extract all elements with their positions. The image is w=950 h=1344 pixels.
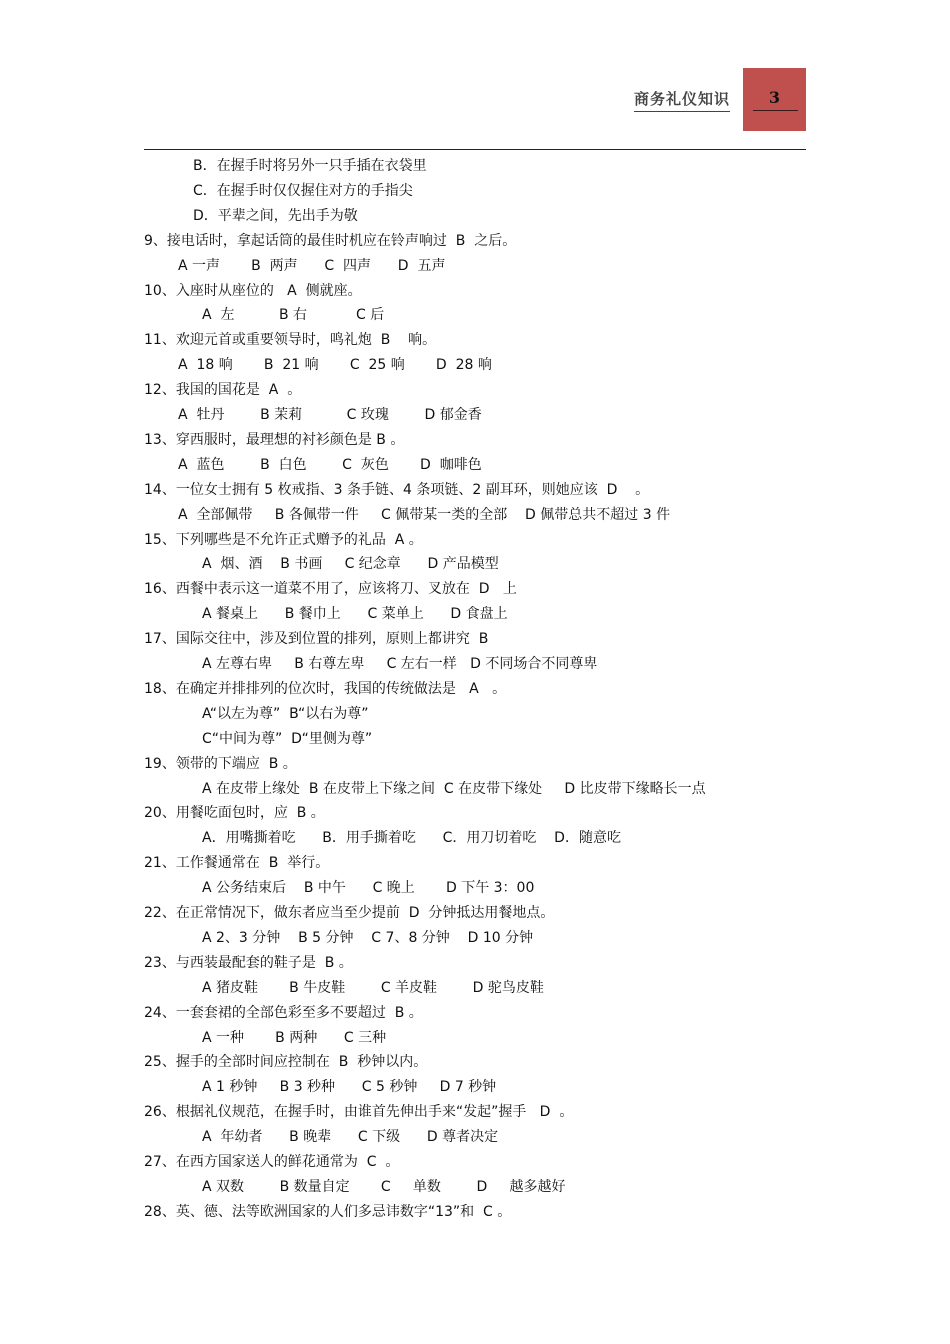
question-line: 10、入座时从座位的 A 侧就座。: [144, 283, 362, 299]
option-line: D．平辈之间，先出手为敬: [193, 208, 358, 224]
option-line: A 猪皮鞋 B 牛皮鞋 C 羊皮鞋 D 驼鸟皮鞋: [202, 980, 544, 996]
question-line: 25、握手的全部时间应控制在 B 秒钟以内。: [144, 1054, 428, 1070]
question-line: 26、根据礼仪规范，在握手时，由谁首先伸出手来“发起”握手 D 。: [144, 1104, 574, 1120]
option-line: A 1 秒钟 B 3 秒种 C 5 秒钟 D 7 秒钟: [202, 1079, 497, 1095]
option-line: A 一种 B 两种 C 三种: [202, 1030, 387, 1046]
option-line: C“中间为尊” D“里侧为尊”: [202, 731, 373, 747]
option-line: A 年幼者 B 晚辈 C 下级 D 尊者决定: [202, 1129, 499, 1145]
option-line: C．在握手时仅仅握住对方的手指尖: [193, 183, 413, 199]
option-line: A．用嘴撕着吃 B．用手撕着吃 C．用刀切着吃 D．随意吃: [202, 830, 621, 846]
option-line: A 左 B 右 C 后: [202, 307, 385, 323]
option-line: A 左尊右卑 B 右尊左卑 C 左右一样 D 不同场合不同尊卑: [202, 656, 598, 672]
option-line: A 公务结束后 B 中午 C 晚上 D 下午 3：00: [202, 880, 535, 896]
page-number-underline: [753, 110, 798, 111]
question-line: 19、领带的下端应 B 。: [144, 756, 297, 772]
question-line: 12、我国的国花是 A 。: [144, 382, 302, 398]
question-line: 14、一位女士拥有 5 枚戒指、3 条手链、4 条项链、2 副耳环，则她应该 D 。: [144, 482, 650, 498]
option-line: A 一声 B 两声 C 四声 D 五声: [178, 258, 446, 274]
option-line: B．在握手时将另外一只手插在衣袋里: [193, 158, 427, 174]
question-line: 21、工作餐通常在 B 举行。: [144, 855, 330, 871]
option-line: A 2、3 分钟 B 5 分钟 C 7、8 分钟 D 10 分钟: [202, 930, 534, 946]
option-line: A 餐桌上 B 餐巾上 C 菜单上 D 食盘上: [202, 606, 508, 622]
question-line: 11、欢迎元首或重要领导时，鸣礼炮 B 响。: [144, 332, 437, 348]
option-line: A 蓝色 B 白色 C 灰色 D 咖啡色: [178, 457, 482, 473]
question-line: 23、与西装最配套的鞋子是 B 。: [144, 955, 353, 971]
option-line: A 全部佩带 B 各佩带一件 C 佩带某一类的全部 D 佩带总共不超过 3 件: [178, 507, 671, 523]
page-number-badge: [743, 68, 806, 131]
option-line: A 牡丹 B 茉莉 C 玫瑰 D 郁金香: [178, 407, 482, 423]
option-line: A 双数 B 数量自定 C 单数 D 越多越好: [202, 1179, 566, 1195]
question-line: 17、国际交往中，涉及到位置的排列，原则上都讲究 B: [144, 631, 489, 647]
question-line: 24、一套套裙的全部色彩至多不要超过 B 。: [144, 1005, 423, 1021]
question-line: 9、接电话时，拿起话筒的最佳时机应在铃声响过 B 之后。: [144, 233, 517, 249]
question-line: 22、在正常情况下，做东者应当至少提前 D 分钟抵达用餐地点。: [144, 905, 555, 921]
option-line: A 烟、酒 B 书画 C 纪念章 D 产品模型: [202, 556, 499, 572]
document-header-title: 商务礼仪知识: [634, 88, 730, 112]
question-line: 13、穿西服时，最理想的衬衫颜色是 B 。: [144, 432, 405, 448]
option-line: A“以左为尊” B“以右为尊”: [202, 706, 369, 722]
question-line: 18、在确定并排排列的位次时，我国的传统做法是 A 。: [144, 681, 507, 697]
question-line: 15、下列哪些是不允许正式赠予的礼品 A 。: [144, 532, 423, 548]
header-divider: [144, 149, 806, 150]
option-line: A 18 响 B 21 响 C 25 响 D 28 响: [178, 357, 492, 373]
question-line: 16、西餐中表示这一道菜不用了，应该将刀、叉放在 D 上: [144, 581, 517, 597]
option-line: A 在皮带上缘处 B 在皮带上下缘之间 C 在皮带下缘处 D 比皮带下缘略长一点: [202, 781, 706, 797]
page-number: 3: [768, 88, 781, 107]
question-line: 28、英、德、法等欧洲国家的人们多忌讳数字“13”和 C 。: [144, 1204, 512, 1220]
question-line: 20、用餐吃面包时，应 B 。: [144, 805, 325, 821]
question-line: 27、在西方国家送人的鲜花通常为 C 。: [144, 1154, 400, 1170]
